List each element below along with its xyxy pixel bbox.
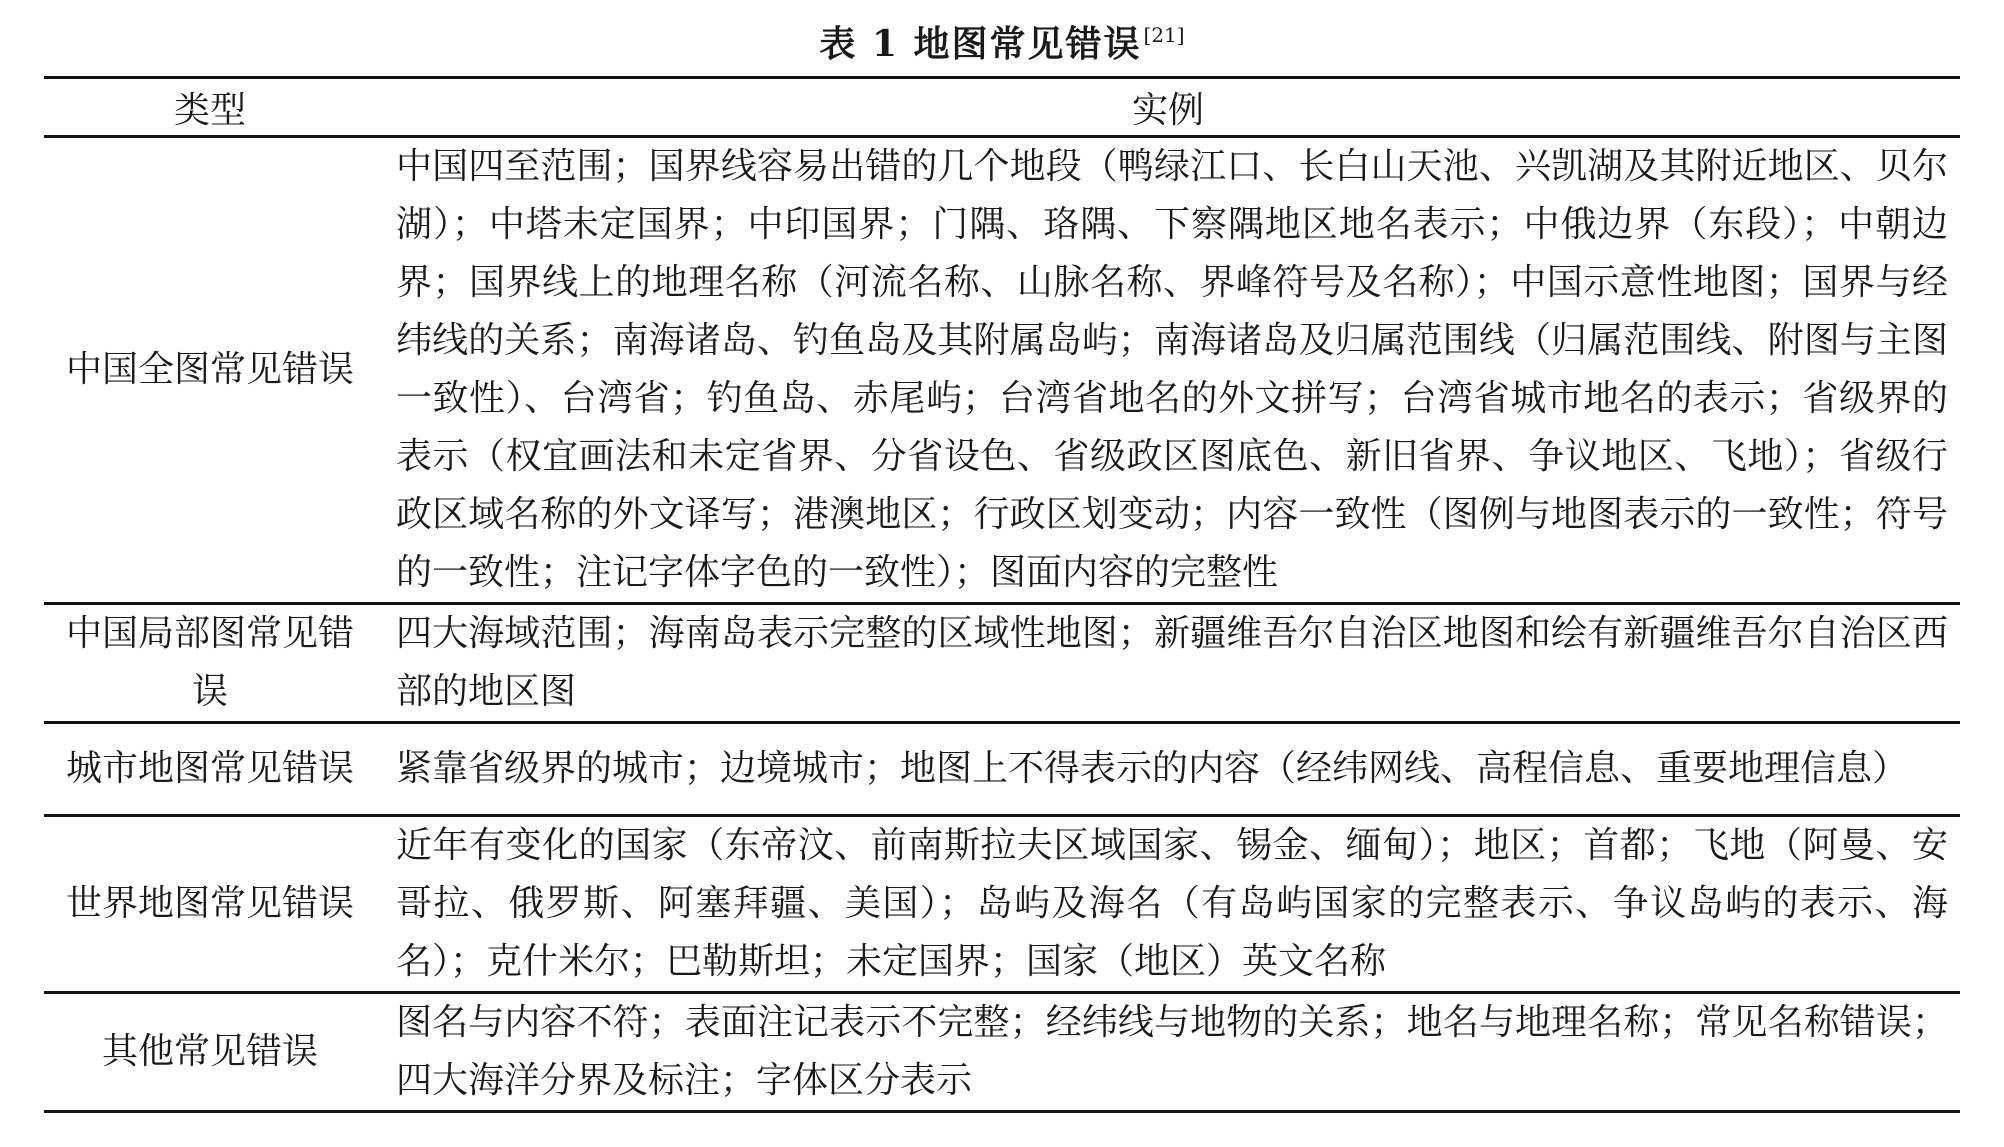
table-row (44, 137, 1960, 604)
header-row (44, 78, 1960, 137)
example-cell: 图名与内容不符；表面注记表示不完整；经纬线与地物的关系；地名与地理名称；常见名称错误；四大海洋分界及标注；字体区分表示 (396, 1002, 1948, 1101)
table-row (44, 723, 1960, 816)
example-cell: 四大海域范围；海南岛表示完整的区域性地图；新疆维吾尔自治区地图和绘有新疆维吾尔自治区西部的地区图 (376, 604, 1960, 723)
caption-citation: [21] (1143, 23, 1185, 47)
type-cell: 中国全图常见错误 (44, 137, 376, 604)
caption-title: 表 1 地图常见错误 (819, 22, 1142, 65)
table-row (44, 993, 1960, 1112)
type-cell: 中国局部图常见错误 (44, 604, 376, 723)
type-cell: 其他常见错误 (101, 1031, 318, 1072)
type-cell: 世界地图常见错误 (44, 816, 376, 993)
table-row (44, 816, 1960, 993)
example-cell: 近年有变化的国家（东帝汶、前南斯拉夫区域国家、锡金、缅甸）；地区；首都；飞地（阿曼、安哥拉、俄罗斯、阿塞拜疆、美国）；岛屿及海名（有岛屿国家的完整表示、争议岛屿的表示、海名）；克什米尔；巴勒斯坦；未定国界；国家（地区）英文名称 (376, 816, 1960, 993)
example-cell: 紧靠省级界的城市；边境城市；地图上不得表示的内容（经纬网线、高程信息、重要地理信息） (376, 723, 1960, 816)
map-errors-table (44, 76, 1960, 1113)
example-cell: 中国四至范围；国界线容易出错的几个地段（鸭绿江口、长白山天池、兴凯湖及其附近地区、贝尔湖）；中塔未定国界；中印国界；门隅、珞隅、下察隅地区地名表示；中俄边界（东段）；中朝边界；国界线上的地理名称（河流名称、山脉名称、界峰符号及名称）；中国示意性地图；国界与经纬线的关系；南海诸岛、钓鱼岛及其附属岛屿；南海诸岛及归属范围线（归属范围线、附图与主图一致性）、台湾省；钓鱼岛、赤尾屿；台湾省地名的外文拼写；台湾省城市地名的表示；省级界的表示（权宜画法和未定省界、分省设色、省级政区图底色、新旧省界、争议地区、飞地）；省级行政区域名称的外文译写；港澳地区；行政区划变动；内容一致性（图例与地图表示的一致性；符号的一致性；注记字体字色的一致性）；图面内容的完整性 (376, 137, 1960, 604)
table-caption (0, 6, 2004, 76)
header-example: 实例 (376, 78, 1960, 137)
type-cell: 城市地图常见错误 (44, 723, 376, 816)
header-type: 类型 (44, 78, 376, 137)
table-row (44, 604, 1960, 723)
